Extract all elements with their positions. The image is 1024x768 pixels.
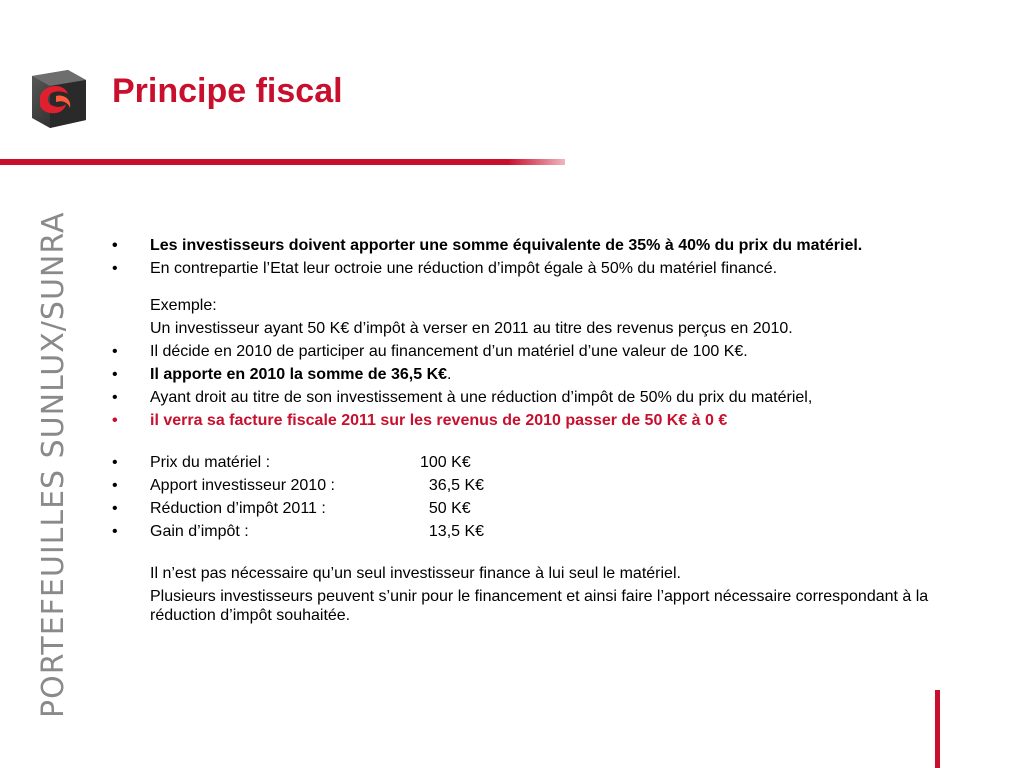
summary-label: Réduction d’impôt 2011 : — [150, 500, 326, 517]
bullet-marker: • — [112, 366, 118, 383]
bullet-text: Les investisseurs doivent apporter une somme équivalente de 35% à 40% du prix du matériel. — [150, 237, 863, 254]
bullet-marker: • — [112, 454, 118, 471]
summary-label: Gain d’impôt : — [150, 523, 249, 540]
list-item — [108, 259, 958, 278]
bullet-marker: • — [112, 343, 118, 360]
summary-label: Apport investisseur 2010 : — [150, 477, 335, 494]
bullet-text: il verra sa facture fiscale 2011 sur les revenus de 2010 passer de 50 K€ à 0 € — [150, 412, 728, 429]
sunlux-logo-icon — [26, 66, 90, 134]
list-item — [108, 388, 958, 407]
side-label: PORTEFEUILLES SUNLUX/SUNRA — [36, 211, 71, 718]
summary-value: 50 K€ — [420, 500, 471, 517]
bullet-text: Ayant droit au titre de son investissement à une réduction d’impôt de 50% du prix du matériel, — [150, 389, 813, 406]
bullet-marker: • — [112, 389, 118, 406]
list-item — [108, 342, 958, 361]
slide-title: Principe fiscal — [112, 72, 343, 110]
summary-row — [108, 476, 958, 495]
summary-value: 36,5 K€ — [420, 477, 485, 494]
list-item — [108, 365, 958, 384]
bullet-marker: • — [112, 500, 118, 517]
bullet-text-end: . — [447, 366, 452, 383]
bullet-marker: • — [112, 477, 118, 494]
list-item-highlight — [108, 411, 958, 430]
bullet-text-bold: Il apporte en 2010 la somme de 36,5 K€ — [150, 366, 448, 383]
title-divider — [0, 159, 565, 165]
note-paragraph: Il n’est pas nécessaire qu’un seul investisseur finance à lui seul le matériel. — [150, 565, 681, 582]
summary-value: 13,5 K€ — [420, 523, 485, 540]
bullet-marker: • — [112, 237, 118, 254]
slide-body — [108, 236, 958, 629]
list-item — [108, 236, 958, 255]
note-paragraph: Plusieurs investisseurs peuvent s’unir pour le financement et ainsi faire l’apport nécessaire correspondant à la réduction d’impôt souhaitée. — [150, 588, 929, 624]
summary-row — [108, 453, 958, 472]
example-label: Exemple: — [150, 297, 217, 314]
company-logo — [26, 66, 90, 134]
bullet-marker: • — [112, 412, 118, 429]
summary-row — [108, 522, 958, 541]
example-text: Un investisseur ayant 50 K€ d’impôt à verser en 2011 au titre des revenus perçus en 2010. — [150, 320, 793, 337]
bullet-marker: • — [112, 260, 118, 277]
summary-value: 100 K€ — [420, 454, 471, 471]
corner-accent-bar — [935, 690, 940, 768]
bullet-marker: • — [112, 523, 118, 540]
summary-row — [108, 499, 958, 518]
summary-label: Prix du matériel : — [150, 454, 271, 471]
bullet-text: En contrepartie l’Etat leur octroie une réduction d’impôt égale à 50% du matériel financé. — [150, 260, 778, 277]
bullet-text: Il décide en 2010 de participer au financement d’un matériel d’une valeur de 100 K€. — [150, 343, 748, 360]
